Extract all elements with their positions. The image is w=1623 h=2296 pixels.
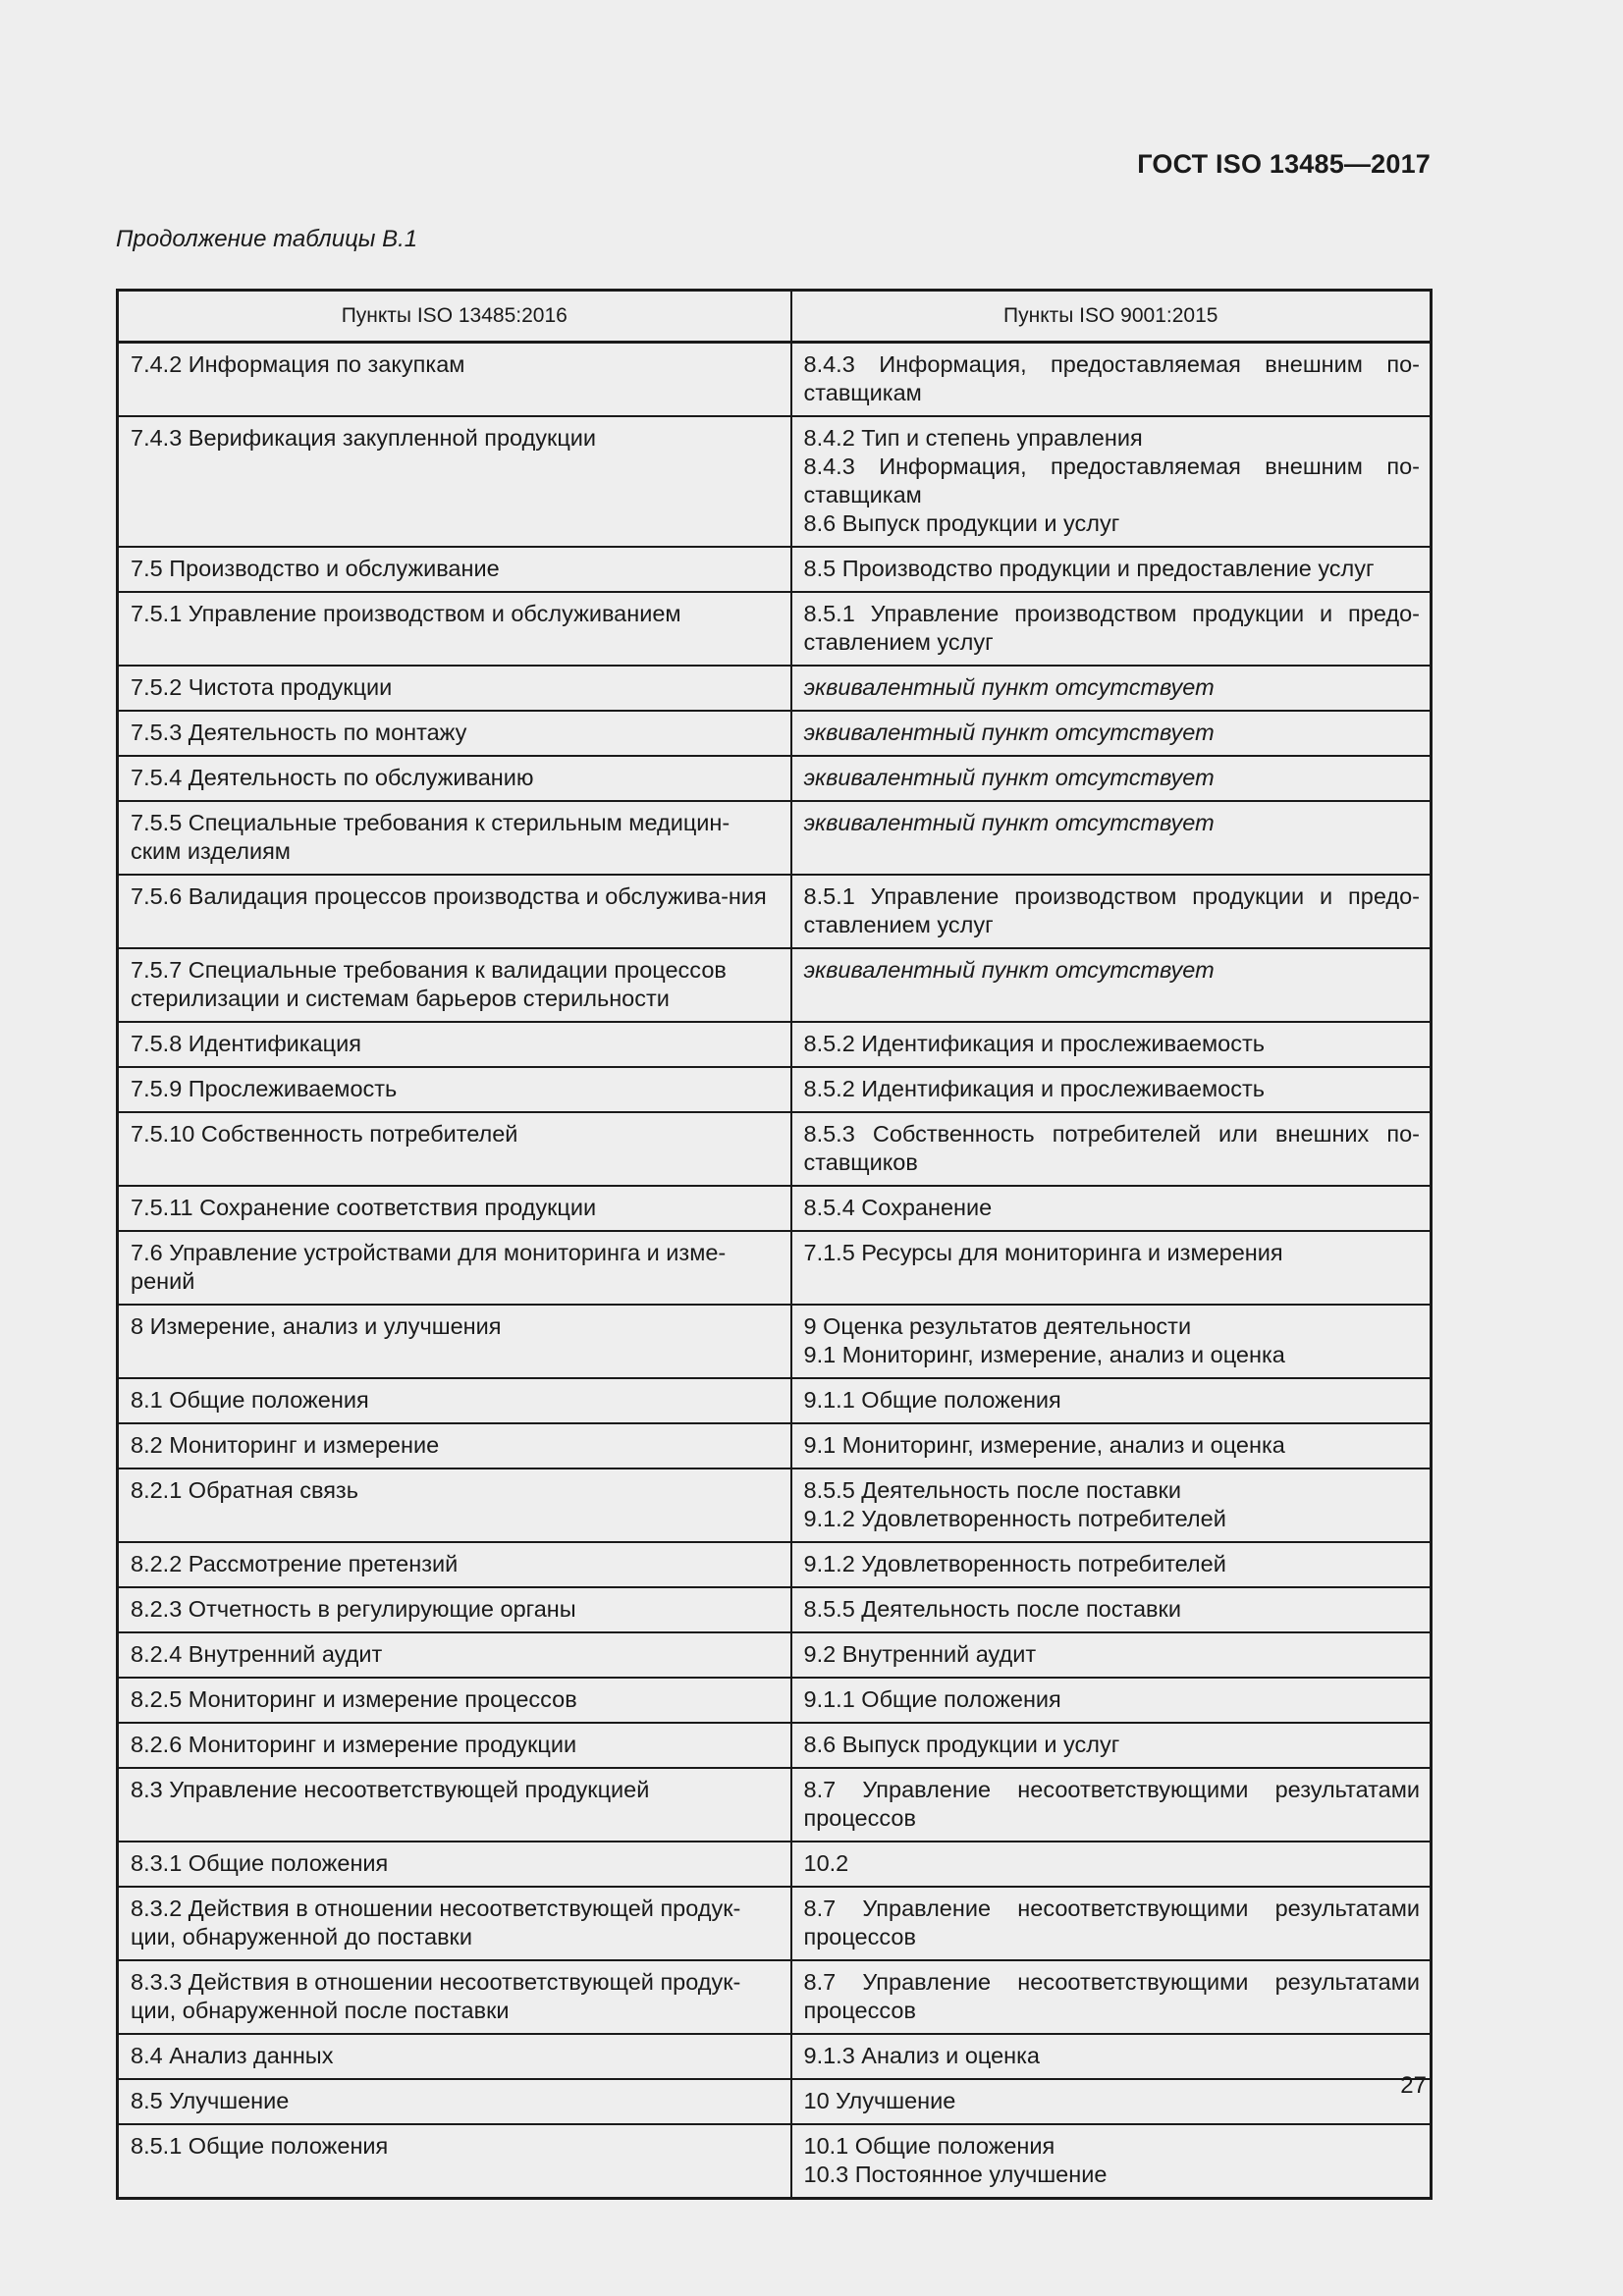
iso9001-clause-line: 9.1.1 Общие положения — [803, 1387, 1061, 1413]
iso9001-clause-line: эквивалентный пункт отсутствует — [803, 674, 1215, 700]
table-row — [118, 1542, 1432, 1587]
iso9001-clause-cell — [791, 1587, 1432, 1632]
iso13485-clause-cell: 8.2.5 Мониторинг и измерение процессов — [118, 1678, 791, 1723]
table-row — [118, 592, 1432, 666]
iso9001-clause-cell — [791, 547, 1432, 592]
iso9001-clause-cell — [791, 343, 1432, 417]
iso9001-clause-line: 9 Оценка результатов деятельности — [803, 1313, 1192, 1339]
iso13485-clause-cell: 8.2.4 Внутренний аудит — [118, 1632, 791, 1678]
iso9001-clause-line: 8.5.2 Идентификация и прослеживаемость — [803, 1076, 1265, 1101]
iso13485-clause-cell: 8.4 Анализ данных — [118, 2034, 791, 2079]
table-row — [118, 948, 1432, 1022]
iso9001-clause-line: эквивалентный пункт отсутствует — [803, 957, 1215, 983]
iso9001-clause-line: 8.7 Управление несоответствующими результатами процессов — [803, 1777, 1420, 1831]
table-row — [118, 1887, 1432, 1960]
iso9001-clause-cell — [791, 1378, 1432, 1423]
iso9001-clause-line: 8.5.5 Деятельность после поставки — [803, 1596, 1181, 1622]
iso9001-clause-cell — [791, 592, 1432, 666]
column-header-iso9001: Пункты ISO 9001:2015 — [791, 291, 1432, 343]
iso13485-clause-cell: 8.2.3 Отчетность в регулирующие органы — [118, 1587, 791, 1632]
table-row — [118, 1960, 1432, 2034]
iso9001-clause-line: 9.1.2 Удовлетворенность потребителей — [803, 1506, 1226, 1531]
table-row — [118, 711, 1432, 756]
iso9001-clause-cell — [791, 1842, 1432, 1887]
iso9001-clause-line: 9.2 Внутренний аудит — [803, 1641, 1037, 1667]
table-row — [118, 2079, 1432, 2124]
iso9001-clause-line: 8.5.1 Управление производством продукции и предо-ставлением услуг — [803, 883, 1420, 937]
table-row — [118, 1378, 1432, 1423]
iso13485-clause-cell: 7.5.2 Чистота продукции — [118, 666, 791, 711]
iso13485-clause-cell: 8.2 Мониторинг и измерение — [118, 1423, 791, 1468]
iso13485-clause-cell: 7.5.3 Деятельность по монтажу — [118, 711, 791, 756]
iso9001-clause-cell — [791, 2034, 1432, 2079]
iso9001-clause-cell — [791, 2079, 1432, 2124]
iso9001-clause-line: эквивалентный пункт отсутствует — [803, 810, 1215, 835]
iso9001-clause-cell — [791, 1231, 1432, 1305]
iso13485-clause-cell: 8.2.1 Обратная связь — [118, 1468, 791, 1542]
iso9001-clause-line: 8.6 Выпуск продукции и услуг — [803, 1732, 1120, 1757]
iso13485-clause-cell: 7.6 Управление устройствами для мониторинга и изме-рений — [118, 1231, 791, 1305]
iso9001-clause-cell — [791, 1468, 1432, 1542]
iso13485-clause-cell: 7.5.7 Специальные требования к валидации процессов стерилизации и системам барьеров стерильности — [118, 948, 791, 1022]
iso9001-clause-line: 8.6 Выпуск продукции и услуг — [803, 510, 1120, 536]
table-row — [118, 1231, 1432, 1305]
iso9001-clause-cell — [791, 1768, 1432, 1842]
table-row — [118, 875, 1432, 948]
iso9001-clause-cell — [791, 1678, 1432, 1723]
iso9001-clause-cell — [791, 1632, 1432, 1678]
iso9001-clause-line: 9.1 Мониторинг, измерение, анализ и оценка — [803, 1342, 1285, 1367]
iso9001-clause-line: 8.5.4 Сохранение — [803, 1195, 993, 1220]
table-row — [118, 547, 1432, 592]
iso9001-clause-line: 9.1.2 Удовлетворенность потребителей — [803, 1551, 1226, 1576]
iso13485-clause-cell: 7.5.5 Специальные требования к стерильным медицин-ским изделиям — [118, 801, 791, 875]
iso13485-clause-cell: 8.1 Общие положения — [118, 1378, 791, 1423]
iso9001-clause-cell — [791, 875, 1432, 948]
table-row — [118, 666, 1432, 711]
iso13485-clause-cell: 7.5.4 Деятельность по обслуживанию — [118, 756, 791, 801]
iso9001-clause-cell — [791, 1186, 1432, 1231]
iso13485-clause-cell: 8.5 Улучшение — [118, 2079, 791, 2124]
iso13485-clause-cell: 8.2.2 Рассмотрение претензий — [118, 1542, 791, 1587]
iso9001-clause-cell — [791, 756, 1432, 801]
iso9001-clause-line: эквивалентный пункт отсутствует — [803, 720, 1215, 745]
column-header-iso13485: Пункты ISO 13485:2016 — [118, 291, 791, 343]
table-row — [118, 2034, 1432, 2079]
table-row — [118, 1723, 1432, 1768]
table-row — [118, 1587, 1432, 1632]
iso13485-clause-cell: 8.5.1 Общие положения — [118, 2124, 791, 2199]
iso9001-clause-line: 10.1 Общие положения — [803, 2133, 1055, 2159]
iso13485-clause-cell: 7.5.10 Собственность потребителей — [118, 1112, 791, 1186]
table-body — [118, 343, 1432, 2199]
iso13485-clause-cell: 8.3.1 Общие положения — [118, 1842, 791, 1887]
iso9001-clause-cell — [791, 948, 1432, 1022]
table-row — [118, 343, 1432, 417]
table-row — [118, 1112, 1432, 1186]
iso9001-clause-cell — [791, 1112, 1432, 1186]
iso9001-clause-line: 9.1.1 Общие положения — [803, 1686, 1061, 1712]
iso13485-clause-cell: 7.5.9 Прослеживаемость — [118, 1067, 791, 1112]
iso9001-clause-line: 10.2 — [803, 1850, 849, 1876]
iso9001-clause-cell — [791, 711, 1432, 756]
iso9001-clause-cell — [791, 801, 1432, 875]
iso9001-clause-cell — [791, 1022, 1432, 1067]
table-row — [118, 1678, 1432, 1723]
iso9001-clause-line: 8.5 Производство продукции и предоставление услуг — [803, 556, 1375, 581]
table-row — [118, 1632, 1432, 1678]
iso9001-clause-cell — [791, 1305, 1432, 1378]
table-row — [118, 1423, 1432, 1468]
iso13485-clause-cell: 7.5.6 Валидация процессов производства и обслужива-ния — [118, 875, 791, 948]
iso9001-clause-cell — [791, 1542, 1432, 1587]
iso13485-clause-cell: 7.5.8 Идентификация — [118, 1022, 791, 1067]
iso9001-clause-line: 8.7 Управление несоответствующими результатами процессов — [803, 1969, 1420, 2023]
iso9001-clause-line: 8.7 Управление несоответствующими результатами процессов — [803, 1896, 1420, 1949]
iso9001-clause-line: 8.5.2 Идентификация и прослеживаемость — [803, 1031, 1265, 1056]
document-standard-header: ГОСТ ISO 13485—2017 — [1137, 149, 1431, 179]
iso9001-clause-cell — [791, 1887, 1432, 1960]
page-number: 27 — [1400, 2072, 1427, 2099]
iso9001-clause-line: 8.4.3 Информация, предоставляемая внешним по-ставщикам — [803, 454, 1420, 507]
iso9001-clause-line: 8.5.5 Деятельность после поставки — [803, 1477, 1181, 1503]
table-row — [118, 801, 1432, 875]
table-row — [118, 1768, 1432, 1842]
table-row — [118, 2124, 1432, 2199]
iso9001-clause-line: 9.1.3 Анализ и оценка — [803, 2043, 1040, 2068]
table-row — [118, 1468, 1432, 1542]
table-row — [118, 1022, 1432, 1067]
table-caption: Продолжение таблицы В.1 — [116, 226, 418, 252]
table-header-row — [118, 291, 1432, 343]
iso9001-clause-line: 8.5.3 Собственность потребителей или внешних по-ставщиков — [803, 1121, 1420, 1175]
iso9001-clause-cell — [791, 1067, 1432, 1112]
iso9001-clause-line: 7.1.5 Ресурсы для мониторинга и измерения — [803, 1240, 1283, 1265]
iso9001-clause-line: 10 Улучшение — [803, 2088, 956, 2113]
iso13485-clause-cell: 7.5 Производство и обслуживание — [118, 547, 791, 592]
iso9001-clause-cell — [791, 416, 1432, 547]
table-row — [118, 1305, 1432, 1378]
iso9001-clause-cell — [791, 666, 1432, 711]
iso9001-clause-cell — [791, 1723, 1432, 1768]
iso13485-clause-cell: 8.3 Управление несоответствующей продукцией — [118, 1768, 791, 1842]
iso13485-clause-cell: 7.5.1 Управление производством и обслуживанием — [118, 592, 791, 666]
table-row — [118, 756, 1432, 801]
iso9001-clause-line: эквивалентный пункт отсутствует — [803, 765, 1215, 790]
iso9001-clause-line: 8.5.1 Управление производством продукции и предо-ставлением услуг — [803, 601, 1420, 655]
iso9001-clause-line: 8.4.2 Тип и степень управления — [803, 425, 1143, 451]
iso13485-clause-cell: 8.3.3 Действия в отношении несоответствующей продук-ции, обнаруженной после поставки — [118, 1960, 791, 2034]
iso13485-clause-cell: 8 Измерение, анализ и улучшения — [118, 1305, 791, 1378]
iso9001-clause-cell — [791, 2124, 1432, 2199]
table-row — [118, 416, 1432, 547]
table-row — [118, 1842, 1432, 1887]
iso9001-clause-cell — [791, 1423, 1432, 1468]
table-row — [118, 1067, 1432, 1112]
iso13485-clause-cell: 7.5.11 Сохранение соответствия продукции — [118, 1186, 791, 1231]
table-row — [118, 1186, 1432, 1231]
iso13485-clause-cell: 8.2.6 Мониторинг и измерение продукции — [118, 1723, 791, 1768]
correspondence-table — [116, 289, 1433, 2200]
iso9001-clause-line: 9.1 Мониторинг, измерение, анализ и оценка — [803, 1432, 1285, 1458]
iso9001-clause-line: 10.3 Постоянное улучшение — [803, 2162, 1108, 2187]
iso9001-clause-cell — [791, 1960, 1432, 2034]
iso9001-clause-line: 8.4.3 Информация, предоставляемая внешним по-ставщикам — [803, 351, 1420, 405]
iso13485-clause-cell: 8.3.2 Действия в отношении несоответствующей продук-ции, обнаруженной до поставки — [118, 1887, 791, 1960]
iso13485-clause-cell: 7.4.3 Верификация закупленной продукции — [118, 416, 791, 547]
iso13485-clause-cell: 7.4.2 Информация по закупкам — [118, 343, 791, 417]
